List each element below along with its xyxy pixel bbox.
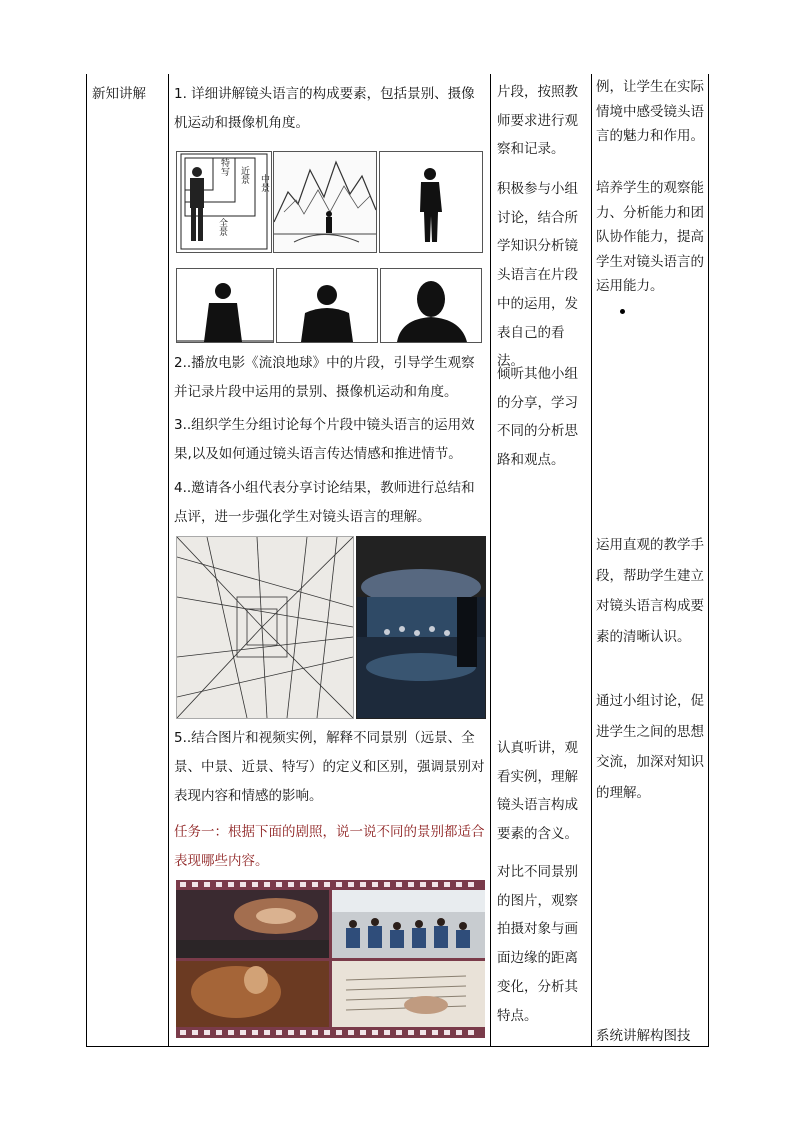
- label-medium-close: 近景: [239, 166, 249, 184]
- step-1-text: 1. 详细讲解镜头语言的构成要素，包括景别、摄像机运动和摄像机角度。: [174, 86, 475, 131]
- step-4-text: 4..邀请各小组代表分享讨论结果，教师进行总结和点评，进一步强化学生对镜头语言的理解。: [174, 480, 475, 525]
- table-border-right: [708, 74, 709, 1047]
- table-divider-2: [490, 74, 491, 1047]
- mountain-sketch-image: [273, 151, 377, 253]
- design-intent-4: 通过小组讨论，促进学生之间的思想交流，加深对知识的理解。: [596, 693, 704, 801]
- table-divider-1: [168, 74, 169, 1047]
- task-1-text: 任务一：根据下面的剧照，说一说不同的景别都适合表现哪些内容。: [174, 824, 485, 869]
- student-activity-2: 积极参与小组讨论，结合所学知识分析镜头语言在片段中的运用，发表自己的看法。: [497, 181, 578, 370]
- design-intent-1: 例，让学生在实际情境中感受镜头语言的魅力和作用。: [596, 79, 704, 144]
- student-activity-1: 片段，按照教师要求进行观察和记录。: [497, 84, 578, 158]
- bullet-dot: [620, 309, 625, 314]
- design-intent-5: 系统讲解构图技: [596, 1028, 691, 1044]
- film-set-image: [356, 536, 486, 719]
- sketch-structure-image: [176, 536, 354, 719]
- label-medium: 中景: [259, 174, 269, 192]
- student-activity-3: 倾听其他小组的分享，学习不同的分析思路和观点。: [497, 366, 578, 469]
- silhouette-full-shot-image: [379, 151, 483, 253]
- silhouette-close-up-image: [380, 268, 482, 343]
- step-3-text: 3..组织学生分组讨论每个片段中镜头语言的运用效果,以及如何通过镜头语言传达情感和推进情节。: [174, 417, 475, 462]
- student-activity-4: 认真听讲，观看实例，理解镜头语言构成要素的含义。: [497, 740, 578, 843]
- table-divider-3: [591, 74, 592, 1047]
- step-2-text: 2..播放电影《流浪地球》中的片段，引导学生观察并记录片段中运用的景别、摄像机运动和角度。: [174, 355, 475, 400]
- silhouette-medium-shot-image: [176, 268, 274, 343]
- student-activity-5: 对比不同景别的图片，观察拍摄对象与画面边缘的距离变化，分析其特点。: [497, 864, 578, 1024]
- row-label: 新知讲解: [92, 86, 146, 102]
- film-strip-stills: [176, 880, 485, 1038]
- label-close-up: 特写: [219, 158, 229, 176]
- label-full: 全景: [217, 218, 227, 236]
- table-border-left: [86, 74, 87, 1047]
- design-intent-3: 运用直观的教学手段，帮助学生建立对镜头语言构成要素的清晰认识。: [596, 537, 704, 645]
- design-intent-2: 培养学生的观察能力、分析能力和团队协作能力，提高学生对镜头语言的运用能力。: [596, 180, 704, 294]
- step-5-text: 5..结合图片和视频实例，解释不同景别（远景、全景、中景、近景、特写）的定义和区别，强调景别对表现内容和情感的影响。: [174, 730, 485, 804]
- silhouette-medium-close-image: [276, 268, 378, 343]
- shot-size-diagram: [176, 151, 272, 253]
